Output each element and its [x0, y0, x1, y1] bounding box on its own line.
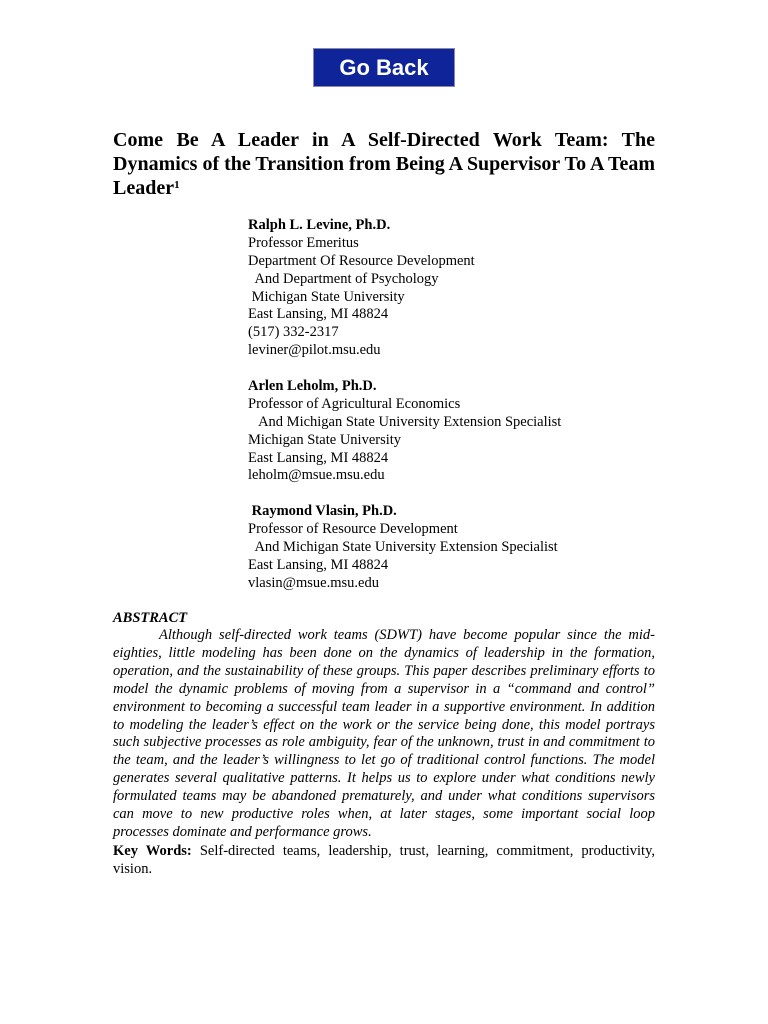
- author-name: Ralph L. Levine, Ph.D.: [248, 217, 391, 233]
- author-department: And Department of Psychology: [248, 270, 439, 287]
- author-name: Raymond Vlasin, Ph.D.: [248, 503, 397, 519]
- abstract-heading: ABSTRACT: [113, 610, 188, 626]
- author-name: Arlen Leholm, Ph.D.: [248, 378, 377, 394]
- author-department: Department Of Resource Development: [248, 252, 475, 269]
- paper-title: [113, 128, 655, 200]
- abstract-text: Although self-directed work teams (SDWT) have become popular since the mid-eighties, little modeling has been done on the dynamics of leadership in the formation, operation, and the sustainability of these groups. This paper describes preliminary efforts to model the dynamic problems of moving from a supervisor in a “command and control” environment to becoming a successful team leader in a supportive environment. In addition to modeling the leader’s effect on the work or the service being done, this model portrays such subjective processes as role ambiguity, fear of the unknown, trust in and commitment to the team, and the leader’s willingness to let go of traditional control functions. The model generates several qualitative patterns. It helps us to explore under what conditions newly formulated teams may be abandoned prematurely, and under what conditions supervisors can move to new productive roles when, at later stages, some important social loop processes dominate and performance grows.: [113, 627, 655, 840]
- author-email: leholm@msue.msu.edu: [248, 467, 385, 484]
- author-title: Professor of Resource Development: [248, 520, 458, 537]
- author-phone: (517) 332-2317: [248, 324, 339, 341]
- keywords-text: Self-directed teams, leadership, trust, learning, commitment, productivity, vision.: [113, 843, 655, 877]
- author-block-leholm: [248, 378, 668, 485]
- title-footnote-marker: 1: [174, 179, 180, 191]
- author-institution: Michigan State University: [248, 431, 402, 448]
- keywords-label: Key Words:: [113, 843, 192, 859]
- keywords: [113, 843, 655, 879]
- author-email: vlasin@msue.msu.edu: [248, 574, 379, 591]
- author-address: East Lansing, MI 48824: [248, 306, 389, 323]
- author-block-levine: [248, 217, 668, 360]
- author-institution: Michigan State University: [248, 288, 405, 305]
- author-title: Professor of Agricultural Economics: [248, 395, 461, 412]
- author-block-vlasin: [248, 503, 668, 592]
- author-email: leviner@pilot.msu.edu: [248, 342, 381, 359]
- author-department: And Michigan State University Extension Specialist: [248, 538, 558, 555]
- author-department: And Michigan State University Extension Specialist: [248, 413, 562, 430]
- author-address: East Lansing, MI 48824: [248, 556, 389, 573]
- author-address: East Lansing, MI 48824: [248, 449, 389, 466]
- paper-title-text: Come Be A Leader in A Self-Directed Work Team: The Dynamics of the Transition from Being A Supervisor To A Team Leader: [113, 129, 655, 199]
- author-title: Professor Emeritus: [248, 234, 359, 251]
- go-back-button[interactable]: Go Back: [313, 48, 455, 87]
